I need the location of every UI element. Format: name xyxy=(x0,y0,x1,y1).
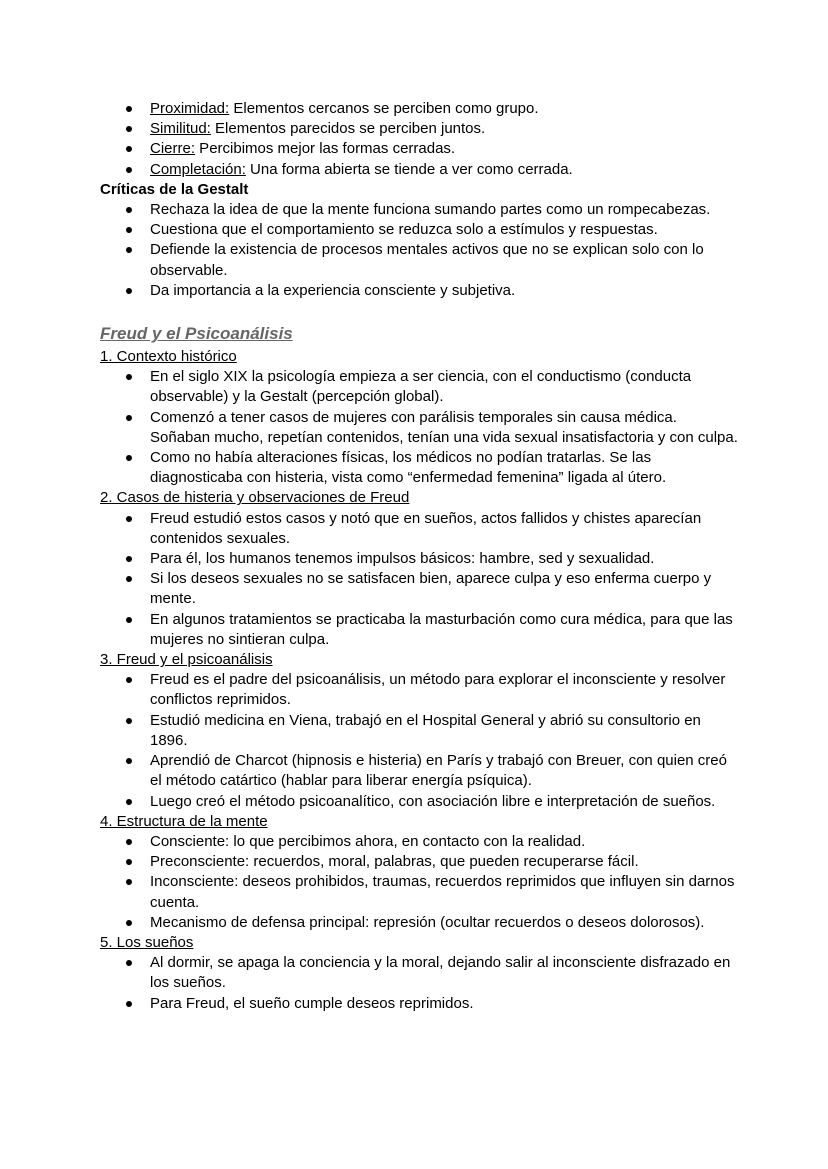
list-item: Comenzó a tener casos de mujeres con parálisis temporales sin causa médica. Soñaban mucho, repetían contenidos, tenían una vida sexual insatisfactoria y con culpa. xyxy=(100,408,740,448)
term-description: Una forma abierta se tiende a ver como cerrada. xyxy=(245,160,573,178)
list-item: Cuestiona que el comportamiento se reduzca solo a estímulos y respuestas. xyxy=(100,220,740,240)
sub-heading: 3. Freud y el psicoanálisis xyxy=(100,651,273,669)
list-item: En el siglo XIX la psicología empieza a ser ciencia, con el conductismo (conducta observable) y la Gestalt (percepción global). xyxy=(100,367,740,407)
list-item xyxy=(100,99,740,119)
list-item: Para Freud, el sueño cumple deseos reprimidos. xyxy=(100,994,740,1014)
section-list xyxy=(100,953,740,1014)
term-label: Completación: xyxy=(150,160,246,178)
term-label: Cierre: xyxy=(150,140,196,158)
term-description: Elementos cercanos se perciben como grupo. xyxy=(229,100,539,117)
list-item: En algunos tratamientos se practicaba la masturbación como cura médica, para que las mujeres no sintieran culpa. xyxy=(100,610,740,650)
term-description: Elementos parecidos se perciben juntos. xyxy=(210,120,486,138)
list-item: Inconsciente: deseos prohibidos, traumas, recuerdos reprimidos que influyen sin darnos cuenta. xyxy=(100,872,740,912)
sub-heading: 5. Los sueños xyxy=(100,933,194,951)
list-item: Freud es el padre del psicoanálisis, un método para explorar el inconsciente y resolver conflictos reprimidos. xyxy=(100,670,740,710)
section-list xyxy=(100,367,740,488)
list-item: Como no había alteraciones físicas, los médicos no podían tratarlas. Se las diagnosticaba con histeria, vista como “enfermedad femenina” ligada al útero. xyxy=(100,448,740,488)
criticas-list xyxy=(100,200,740,301)
sub-heading: 4. Estructura de la mente xyxy=(100,812,268,830)
list-item: Preconsciente: recuerdos, moral, palabras, que pueden recuperarse fácil. xyxy=(100,852,740,872)
term-description: Percibimos mejor las formas cerradas. xyxy=(195,140,456,158)
term-label: Proximidad: xyxy=(150,100,230,117)
list-item: Freud estudió estos casos y notó que en sueños, actos fallidos y chistes aparecían contenidos sexuales. xyxy=(100,509,740,549)
document-content xyxy=(100,99,740,1014)
term-label: Similitud: xyxy=(150,120,211,138)
list-item: Aprendió de Charcot (hipnosis e histeria) en París y trabajó con Breuer, con quien creó el método catártico (hablar para liberar energía psíquica). xyxy=(100,751,740,791)
list-item xyxy=(100,160,740,180)
list-item: Mecanismo de defensa principal: represión (ocultar recuerdos o deseos dolorosos). xyxy=(100,913,740,933)
list-item: Al dormir, se apaga la conciencia y la moral, dejando salir al inconsciente disfrazado en los sueños. xyxy=(100,953,740,993)
list-item: Rechaza la idea de que la mente funciona sumando partes como un rompecabezas. xyxy=(100,200,740,220)
gestalt-laws-list xyxy=(100,99,740,180)
list-item: Estudió medicina en Viena, trabajó en el Hospital General y abrió su consultorio en 1896. xyxy=(100,711,740,751)
section-list xyxy=(100,670,740,811)
list-item: Si los deseos sexuales no se satisfacen bien, aparece culpa y eso enferma cuerpo y mente. xyxy=(100,569,740,609)
sub-heading: 1. Contexto histórico xyxy=(100,348,237,366)
list-item: Para él, los humanos tenemos impulsos básicos: hambre, sed y sexualidad. xyxy=(100,549,740,569)
section-title: Freud y el Psicoanálisis xyxy=(100,324,293,344)
list-item: Consciente: lo que percibimos ahora, en contacto con la realidad. xyxy=(100,832,740,852)
list-item: Da importancia a la experiencia consciente y subjetiva. xyxy=(100,281,740,301)
section-list xyxy=(100,832,740,933)
section-list xyxy=(100,509,740,650)
criticas-heading: Críticas de la Gestalt xyxy=(100,180,249,198)
sub-heading: 2. Casos de histeria y observaciones de Freud xyxy=(100,489,410,507)
list-item xyxy=(100,119,740,139)
list-item: Defiende la existencia de procesos mentales activos que no se explican solo con lo observable. xyxy=(100,240,740,280)
list-item xyxy=(100,139,740,159)
list-item: Luego creó el método psicoanalítico, con asociación libre e interpretación de sueños. xyxy=(100,792,740,812)
